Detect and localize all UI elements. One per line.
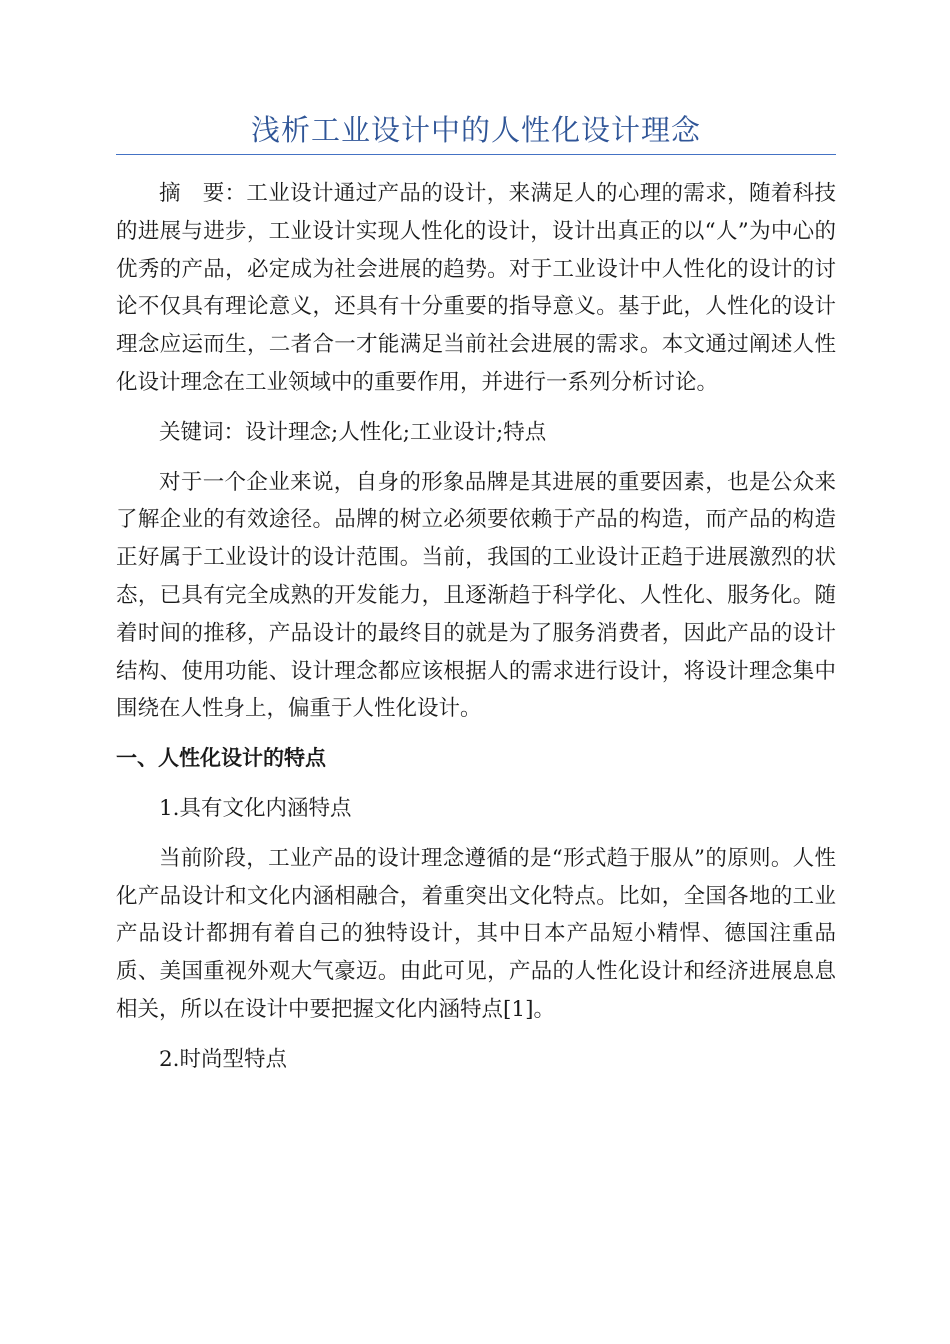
abstract-paragraph: 摘 要：工业设计通过产品的设计，来满足人的心理的需求，随着科技的进展与进步，工业设计实现人性化的设计，设计出真正的以“人”为中心的优秀的产品，必定成为社会进展的趋势。对于工业设计中人性化的设计的讨论不仅具有理论意义，还具有十分重要的指导意义。基于此，人性化的设计理念应运而生，二者合一才能满足当前社会进展的需求。本文通过阐述人性化设计理念在工业领域中的重要作用，并进行一系列分析讨论。 <box>116 181 836 395</box>
subsection-body-1: 当前阶段，工业产品的设计理念遵循的是“形式趋于服从”的原则。人性化产品设计和文化内涵相融合，着重突出文化特点。比如，全国各地的工业产品设计都拥有着自己的独特设计，其中日本产品短小精悍、德国注重品质、美国重视外观大气豪迈。由此可见，产品的人性化设计和经济进展息息相关，所以在设计中要把握文化内涵特点[1]。 <box>116 845 836 1022</box>
subsection-heading-1: 1.具有文化内涵特点 <box>159 795 352 821</box>
document-title: 浅析工业设计中的人性化设计理念 <box>116 110 836 155</box>
document-page <box>116 110 836 1091</box>
subsection-heading-2: 2.时尚型特点 <box>159 1046 288 1072</box>
keywords-paragraph: 关键词：设计理念;人性化;工业设计;特点 <box>159 419 547 445</box>
section-heading-1: 一、人性化设计的特点 <box>116 746 326 771</box>
intro-paragraph: 对于一个企业来说，自身的形象品牌是其进展的重要因素，也是公众来了解企业的有效途径。品牌的树立必须要依赖于产品的构造，而产品的构造正好属于工业设计的设计范围。当前，我国的工业设计正趋于进展激烈的状态，已具有完全成熟的开发能力，且逐渐趋于科学化、人性化、服务化。随着时间的推移，产品设计的最终目的就是为了服务消费者，因此产品的设计结构、使用功能、设计理念都应该根据人的需求进行设计，将设计理念集中围绕在人性身上，偏重于人性化设计。 <box>116 469 836 722</box>
